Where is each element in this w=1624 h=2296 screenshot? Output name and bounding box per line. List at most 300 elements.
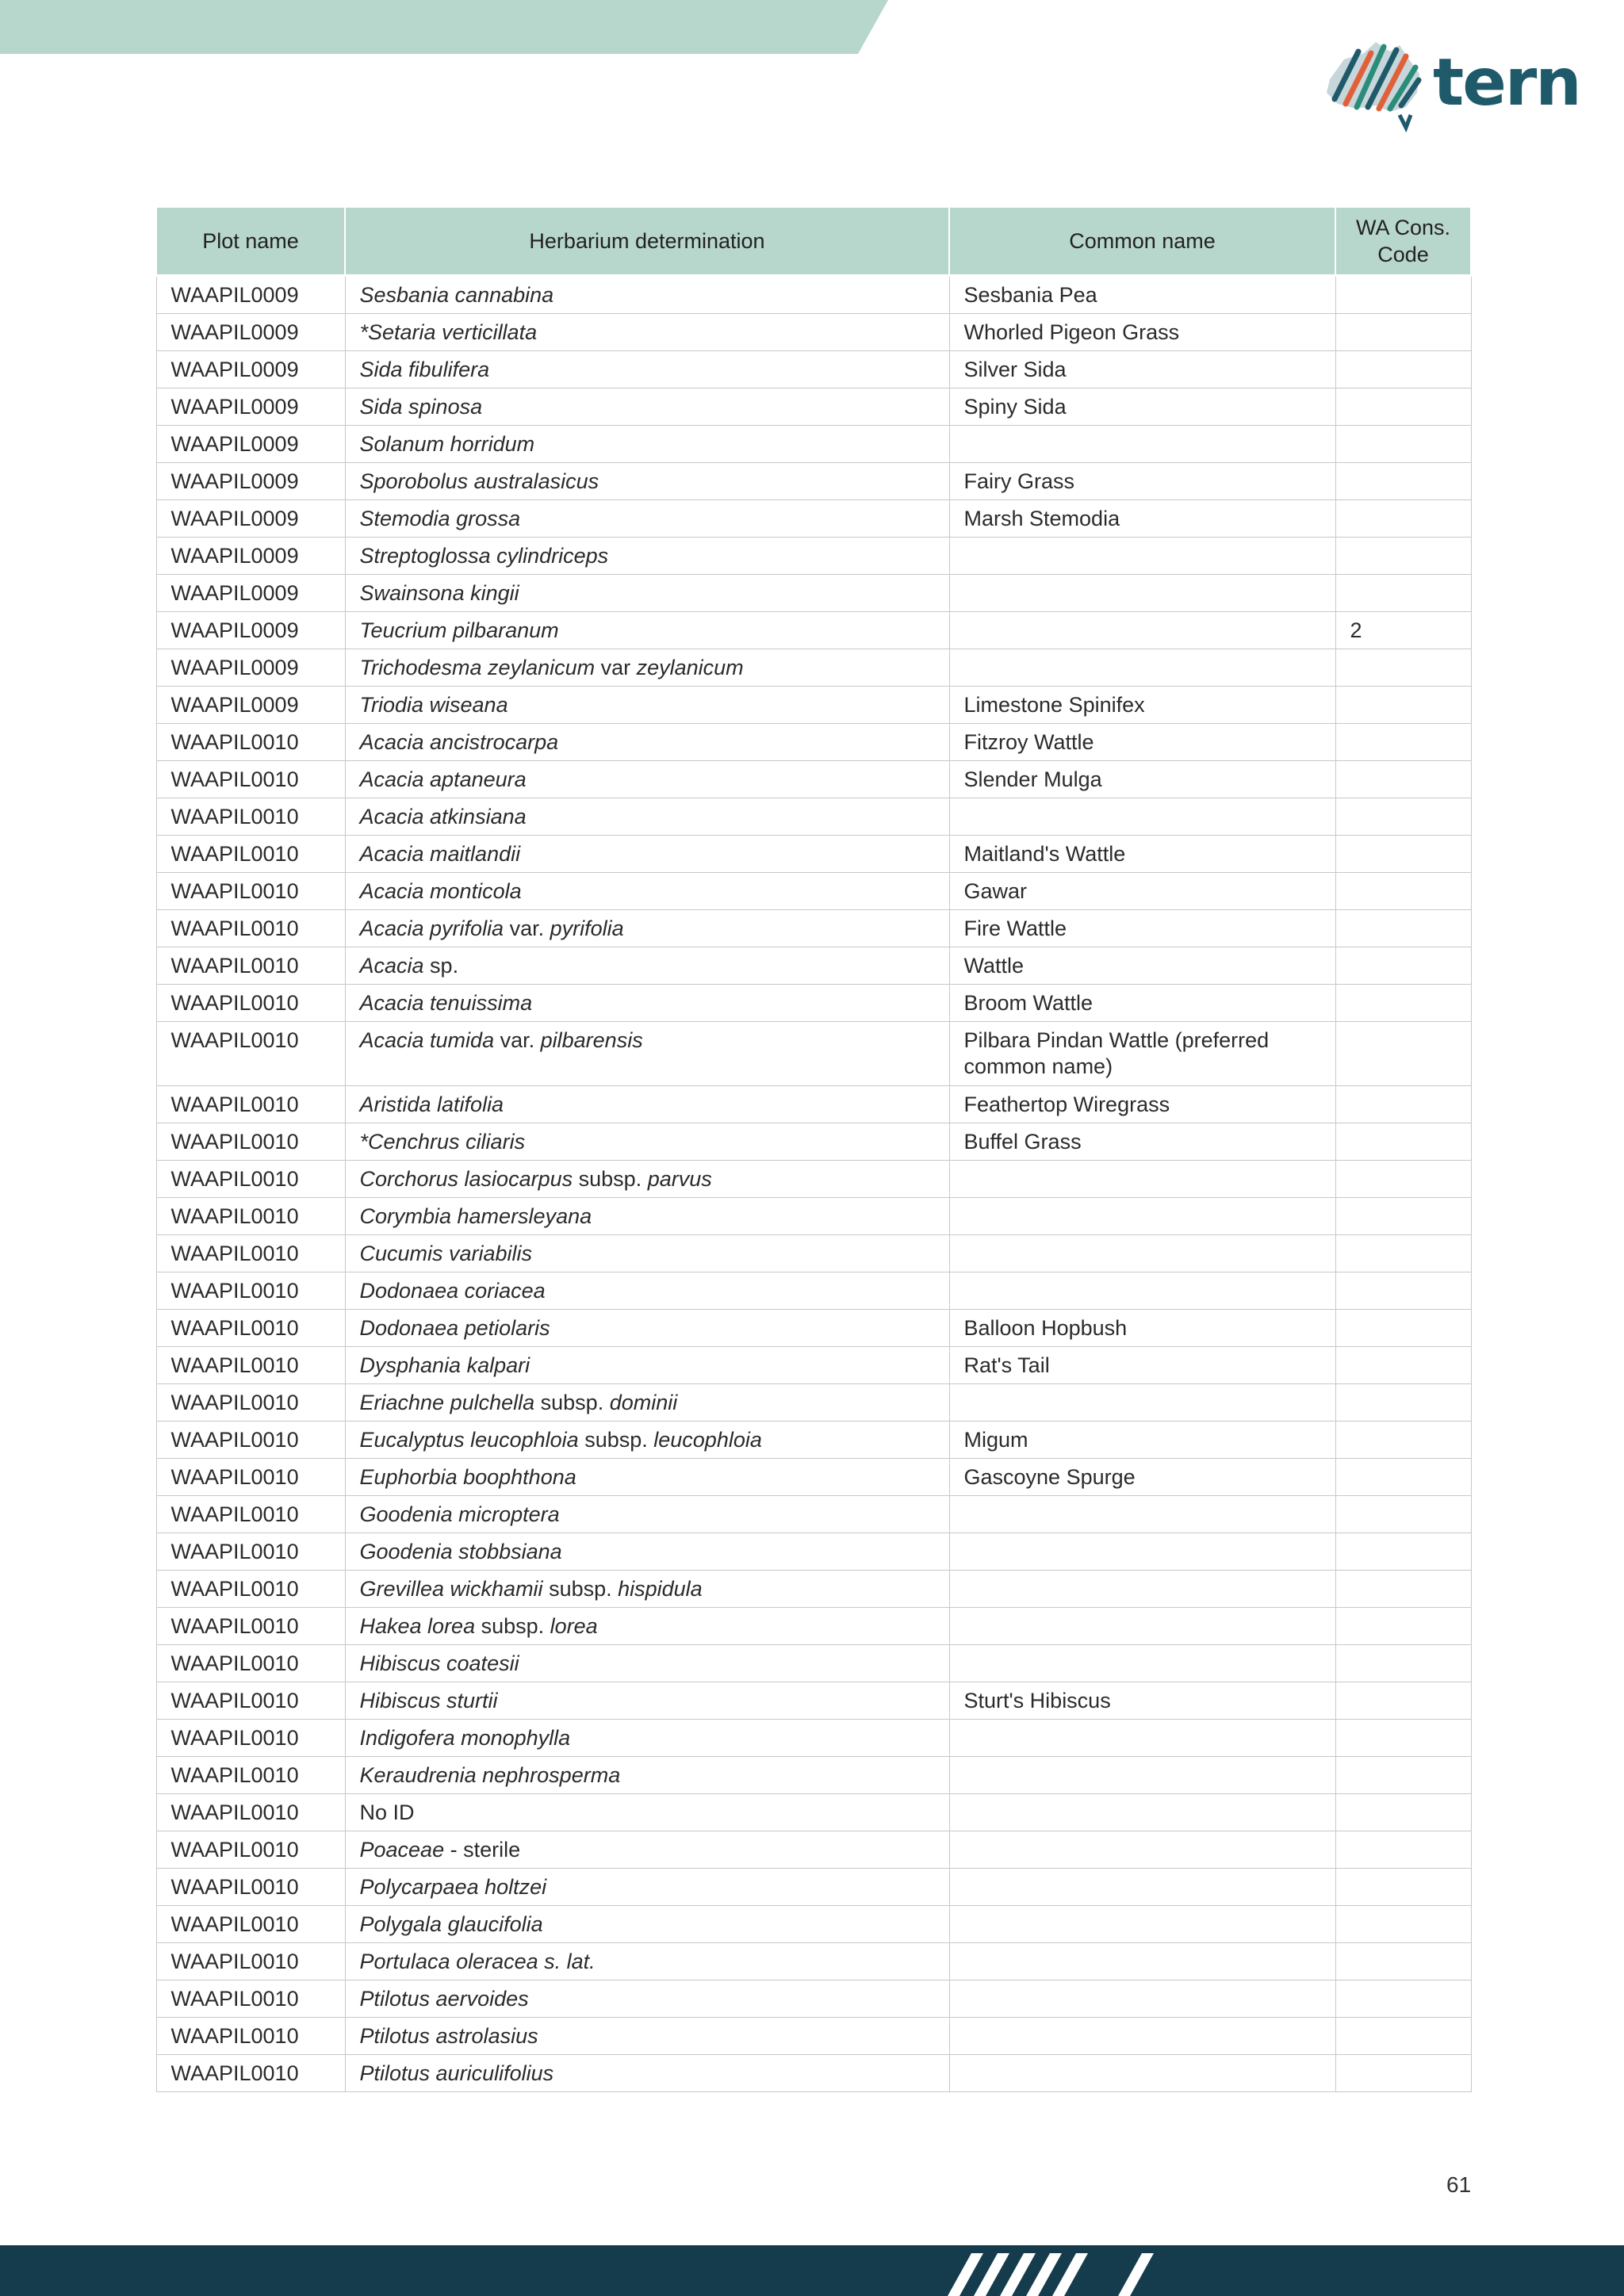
common-name-cell: Sesbania Pea — [949, 276, 1335, 314]
herbarium-determination-cell — [345, 1422, 949, 1459]
plot-name-cell: WAAPIL0010 — [156, 1943, 345, 1980]
determination-segment: Goodenia microptera — [359, 1502, 560, 1526]
table-row — [156, 1906, 1471, 1943]
table-row — [156, 2018, 1471, 2055]
plot-name-cell: WAAPIL0009 — [156, 314, 345, 351]
wa-cons-code-cell — [1335, 1347, 1471, 1384]
determination-segment: Sporobolus australasicus — [359, 469, 599, 493]
common-name-cell — [949, 612, 1335, 649]
plot-name-cell: WAAPIL0009 — [156, 687, 345, 724]
herbarium-determination-cell — [345, 649, 949, 687]
wa-cons-code-cell — [1335, 538, 1471, 575]
plot-name-cell: WAAPIL0010 — [156, 1608, 345, 1645]
determination-segment: Stemodia grossa — [359, 507, 521, 530]
determination-segment: Acacia aptaneura — [359, 767, 527, 791]
wa-cons-code-cell — [1335, 1496, 1471, 1533]
page-number: 61 — [1446, 2172, 1472, 2197]
plot-name-cell: WAAPIL0009 — [156, 388, 345, 426]
herbarium-determination-cell — [345, 1533, 949, 1571]
herbarium-determination-cell — [345, 1272, 949, 1310]
wa-cons-code-cell — [1335, 1869, 1471, 1906]
table-row — [156, 1086, 1471, 1123]
table-row — [156, 1459, 1471, 1496]
herbarium-determination-cell — [345, 687, 949, 724]
common-name-cell — [949, 1869, 1335, 1906]
common-name-cell — [949, 426, 1335, 463]
common-name-cell: Wattle — [949, 947, 1335, 985]
herbarium-determination-cell — [345, 1682, 949, 1720]
common-name-cell: Buffel Grass — [949, 1123, 1335, 1161]
herbarium-determination-cell — [345, 1645, 949, 1682]
herbarium-determination-cell — [345, 1496, 949, 1533]
wa-cons-code-cell — [1335, 1906, 1471, 1943]
herbarium-determination-cell — [345, 1831, 949, 1869]
wa-cons-code-cell — [1335, 314, 1471, 351]
determination-segment: Eucalyptus leucophloia — [359, 1428, 579, 1452]
common-name-cell — [949, 1533, 1335, 1571]
wa-cons-code-cell — [1335, 985, 1471, 1022]
determination-segment: Corymbia hamersleyana — [359, 1204, 592, 1228]
common-name-cell — [949, 538, 1335, 575]
wa-cons-code-cell — [1335, 873, 1471, 910]
herbarium-determination-cell — [345, 1086, 949, 1123]
wa-cons-code-cell — [1335, 761, 1471, 798]
wa-cons-code-cell — [1335, 1198, 1471, 1235]
wa-cons-code-cell — [1335, 1571, 1471, 1608]
herbarium-determination-cell — [345, 836, 949, 873]
plot-name-cell: WAAPIL0010 — [156, 1422, 345, 1459]
herbarium-determination-cell — [345, 538, 949, 575]
table-row — [156, 500, 1471, 538]
common-name-cell: Migum — [949, 1422, 1335, 1459]
plot-name-cell: WAAPIL0010 — [156, 1198, 345, 1235]
wa-cons-code-cell — [1335, 724, 1471, 761]
plot-name-cell: WAAPIL0009 — [156, 463, 345, 500]
plot-name-cell: WAAPIL0010 — [156, 2018, 345, 2055]
table-row — [156, 724, 1471, 761]
header-plot-name: Plot name — [156, 207, 345, 276]
table-row — [156, 351, 1471, 388]
common-name-cell: Pilbara Pindan Wattle (preferred common name) — [949, 1022, 1335, 1086]
determination-segment: - sterile — [444, 1838, 521, 1862]
herbarium-determination-cell — [345, 1794, 949, 1831]
herbarium-determination-cell — [345, 1198, 949, 1235]
determination-segment: Acacia atkinsiana — [359, 805, 527, 828]
table-row — [156, 761, 1471, 798]
herbarium-determination-cell — [345, 463, 949, 500]
wa-cons-code-cell — [1335, 1235, 1471, 1272]
herbarium-determination-cell — [345, 761, 949, 798]
header-herbarium-determination: Herbarium determination — [345, 207, 949, 276]
plot-name-cell: WAAPIL0010 — [156, 1347, 345, 1384]
table-body — [156, 276, 1471, 2092]
wa-cons-code-cell — [1335, 1757, 1471, 1794]
table-row — [156, 538, 1471, 575]
common-name-cell: Fairy Grass — [949, 463, 1335, 500]
tern-logo — [1320, 36, 1580, 139]
determination-segment: Teucrium pilbaranum — [359, 618, 559, 642]
determination-segment: sp. — [423, 954, 459, 978]
wa-cons-code-cell — [1335, 1831, 1471, 1869]
plot-name-cell: WAAPIL0010 — [156, 1235, 345, 1272]
wa-cons-code-cell — [1335, 2018, 1471, 2055]
table-row — [156, 1347, 1471, 1384]
plot-name-cell: WAAPIL0010 — [156, 798, 345, 836]
common-name-cell — [949, 1161, 1335, 1198]
logo-wordmark: tern — [1433, 45, 1580, 121]
wa-cons-code-cell — [1335, 1943, 1471, 1980]
determination-segment: subsp. — [578, 1428, 654, 1452]
determination-segment: subsp. — [573, 1167, 648, 1191]
determination-segment: lorea — [550, 1614, 598, 1638]
plot-name-cell: WAAPIL0010 — [156, 2055, 345, 2092]
common-name-cell — [949, 1496, 1335, 1533]
determination-segment: Acacia — [359, 954, 424, 978]
plot-name-cell: WAAPIL0010 — [156, 724, 345, 761]
plot-name-cell: WAAPIL0009 — [156, 500, 345, 538]
herbarium-determination-cell — [345, 1459, 949, 1496]
determination-segment: Aristida latifolia — [359, 1093, 504, 1116]
common-name-cell — [949, 1980, 1335, 2018]
table-row — [156, 1161, 1471, 1198]
plot-name-cell: WAAPIL0010 — [156, 1645, 345, 1682]
table-row — [156, 2055, 1471, 2092]
herbarium-determination-cell — [345, 1384, 949, 1422]
table-row — [156, 463, 1471, 500]
wa-cons-code-cell — [1335, 1384, 1471, 1422]
wa-cons-code-cell — [1335, 836, 1471, 873]
plot-name-cell: WAAPIL0010 — [156, 1980, 345, 2018]
plot-name-cell: WAAPIL0010 — [156, 1496, 345, 1533]
wa-cons-code-cell — [1335, 500, 1471, 538]
herbarium-determination-cell — [345, 1310, 949, 1347]
table-row — [156, 575, 1471, 612]
table-row — [156, 1384, 1471, 1422]
determination-segment: Portulaca oleracea s. lat. — [359, 1950, 596, 1973]
determination-segment: hispidula — [618, 1577, 703, 1601]
plot-name-cell: WAAPIL0009 — [156, 575, 345, 612]
determination-segment: Dodonaea petiolaris — [359, 1316, 550, 1340]
herbarium-determination-cell — [345, 947, 949, 985]
wa-cons-code-cell — [1335, 1794, 1471, 1831]
wa-cons-code-cell — [1335, 1980, 1471, 2018]
determination-segment: Acacia tumida — [359, 1028, 495, 1052]
common-name-cell: Maitland's Wattle — [949, 836, 1335, 873]
wa-cons-code-cell — [1335, 1720, 1471, 1757]
determination-segment: Hakea lorea — [359, 1614, 476, 1638]
herbarium-determination-cell — [345, 1906, 949, 1943]
determination-segment: Acacia monticola — [359, 879, 522, 903]
common-name-cell — [949, 1906, 1335, 1943]
plot-name-cell: WAAPIL0010 — [156, 1831, 345, 1869]
determination-segment: leucophloia — [653, 1428, 762, 1452]
determination-segment: Hibiscus coatesii — [359, 1651, 519, 1675]
herbarium-determination-cell — [345, 1571, 949, 1608]
determination-segment: Triodia wiseana — [359, 693, 508, 717]
table-row — [156, 1022, 1471, 1086]
plot-name-cell: WAAPIL0010 — [156, 1571, 345, 1608]
common-name-cell: Marsh Stemodia — [949, 500, 1335, 538]
wa-cons-code-cell — [1335, 1086, 1471, 1123]
herbarium-determination-cell — [345, 1869, 949, 1906]
wa-cons-code-cell — [1335, 1310, 1471, 1347]
determination-segment: Acacia ancistrocarpa — [359, 730, 559, 754]
common-name-cell: Broom Wattle — [949, 985, 1335, 1022]
herbarium-determination-cell — [345, 1757, 949, 1794]
plot-name-cell: WAAPIL0010 — [156, 910, 345, 947]
common-name-cell — [949, 1272, 1335, 1310]
table-row — [156, 687, 1471, 724]
determination-segment: subsp. — [542, 1577, 619, 1601]
australia-map-icon — [1320, 36, 1431, 139]
plot-name-cell: WAAPIL0010 — [156, 947, 345, 985]
table-row — [156, 1422, 1471, 1459]
wa-cons-code-cell — [1335, 388, 1471, 426]
determination-segment: Eriachne pulchella — [359, 1391, 535, 1414]
plot-name-cell: WAAPIL0010 — [156, 1459, 345, 1496]
plot-name-cell: WAAPIL0010 — [156, 1757, 345, 1794]
wa-cons-code-cell — [1335, 2055, 1471, 2092]
table-row — [156, 910, 1471, 947]
common-name-cell: Rat's Tail — [949, 1347, 1335, 1384]
header-band — [0, 0, 888, 54]
wa-cons-code-cell: 2 — [1335, 612, 1471, 649]
common-name-cell — [949, 2018, 1335, 2055]
determination-segment: Polygala glaucifolia — [359, 1912, 543, 1936]
herbarium-determination-cell — [345, 910, 949, 947]
plot-name-cell: WAAPIL0009 — [156, 612, 345, 649]
table-row — [156, 1831, 1471, 1869]
table-row — [156, 276, 1471, 314]
plot-name-cell: WAAPIL0010 — [156, 1272, 345, 1310]
common-name-cell: Feathertop Wiregrass — [949, 1086, 1335, 1123]
wa-cons-code-cell — [1335, 1459, 1471, 1496]
common-name-cell: Limestone Spinifex — [949, 687, 1335, 724]
determination-segment: Indigofera monophylla — [359, 1726, 571, 1750]
wa-cons-code-cell — [1335, 276, 1471, 314]
plot-name-cell: WAAPIL0010 — [156, 836, 345, 873]
common-name-cell: Sturt's Hibiscus — [949, 1682, 1335, 1720]
common-name-cell — [949, 649, 1335, 687]
determination-segment: Goodenia stobbsiana — [359, 1540, 562, 1563]
common-name-cell: Fitzroy Wattle — [949, 724, 1335, 761]
table-row — [156, 1533, 1471, 1571]
herbarium-determination-cell — [345, 1161, 949, 1198]
plot-name-cell: WAAPIL0010 — [156, 1720, 345, 1757]
determination-segment: No ID — [359, 1800, 415, 1824]
common-name-cell: Spiny Sida — [949, 388, 1335, 426]
table-row — [156, 836, 1471, 873]
table-row — [156, 426, 1471, 463]
wa-cons-code-cell — [1335, 1123, 1471, 1161]
herbarium-determination-cell — [345, 500, 949, 538]
table-row — [156, 1496, 1471, 1533]
determination-segment: Grevillea wickhamii — [359, 1577, 543, 1601]
herbarium-determination-cell — [345, 1608, 949, 1645]
wa-cons-code-cell — [1335, 1645, 1471, 1682]
common-name-cell — [949, 1645, 1335, 1682]
determination-segment: *Setaria verticillata — [359, 320, 538, 344]
plot-name-cell: WAAPIL0010 — [156, 761, 345, 798]
determination-segment: Hibiscus sturtii — [359, 1689, 498, 1712]
herbarium-determination-cell — [345, 1943, 949, 1980]
determination-segment: Euphorbia boophthona — [359, 1465, 576, 1489]
determination-segment: Ptilotus astrolasius — [359, 2024, 538, 2048]
table-row — [156, 798, 1471, 836]
footer-band — [0, 2245, 1624, 2296]
determination-segment: Polycarpaea holtzei — [359, 1875, 547, 1899]
table-row — [156, 1571, 1471, 1608]
determination-segment: Trichodesma zeylanicum — [359, 656, 596, 679]
determination-segment: pilbarensis — [540, 1028, 643, 1052]
table-row — [156, 1980, 1471, 2018]
herbarium-determination-cell — [345, 314, 949, 351]
herbarium-determination-cell — [345, 1123, 949, 1161]
wa-cons-code-cell — [1335, 947, 1471, 985]
table-row — [156, 612, 1471, 649]
determination-segment: var. — [494, 1028, 541, 1052]
plot-name-cell: WAAPIL0010 — [156, 1123, 345, 1161]
herbarium-determination-cell — [345, 575, 949, 612]
wa-cons-code-cell — [1335, 1272, 1471, 1310]
herbarium-determination-cell — [345, 873, 949, 910]
herbarium-determination-cell — [345, 276, 949, 314]
wa-cons-code-cell — [1335, 1608, 1471, 1645]
plot-name-cell: WAAPIL0010 — [156, 1310, 345, 1347]
determination-segment: zeylanicum — [636, 656, 744, 679]
wa-cons-code-cell — [1335, 1022, 1471, 1086]
common-name-cell — [949, 798, 1335, 836]
wa-cons-code-cell — [1335, 687, 1471, 724]
table-row — [156, 1198, 1471, 1235]
plot-name-cell: WAAPIL0009 — [156, 276, 345, 314]
herbarium-determination-cell — [345, 351, 949, 388]
determination-segment: var. — [504, 916, 550, 940]
plot-name-cell: WAAPIL0010 — [156, 873, 345, 910]
common-name-cell: Gawar — [949, 873, 1335, 910]
table-row — [156, 1645, 1471, 1682]
table-row — [156, 1608, 1471, 1645]
plot-name-cell: WAAPIL0010 — [156, 1869, 345, 1906]
herbarium-determination-cell — [345, 388, 949, 426]
plot-name-cell: WAAPIL0010 — [156, 1533, 345, 1571]
determination-segment: Acacia tenuissima — [359, 991, 533, 1015]
herbarium-determination-cell — [345, 1022, 949, 1086]
species-table — [155, 206, 1472, 2092]
common-name-cell: Fire Wattle — [949, 910, 1335, 947]
plot-name-cell: WAAPIL0009 — [156, 538, 345, 575]
common-name-cell — [949, 1943, 1335, 1980]
herbarium-determination-cell — [345, 426, 949, 463]
table-row — [156, 1272, 1471, 1310]
wa-cons-code-cell — [1335, 649, 1471, 687]
herbarium-determination-cell — [345, 1347, 949, 1384]
determination-segment: dominii — [609, 1391, 678, 1414]
table-row — [156, 1682, 1471, 1720]
herbarium-determination-cell — [345, 724, 949, 761]
determination-segment: Ptilotus aervoides — [359, 1987, 529, 2011]
plot-name-cell: WAAPIL0010 — [156, 985, 345, 1022]
determination-segment: Poaceae — [359, 1838, 445, 1862]
common-name-cell: Whorled Pigeon Grass — [949, 314, 1335, 351]
table-row — [156, 1757, 1471, 1794]
herbarium-determination-cell — [345, 985, 949, 1022]
common-name-cell — [949, 1794, 1335, 1831]
table-row — [156, 388, 1471, 426]
plot-name-cell: WAAPIL0009 — [156, 351, 345, 388]
common-name-cell — [949, 1757, 1335, 1794]
determination-segment: Streptoglossa cylindriceps — [359, 544, 609, 568]
table-row — [156, 873, 1471, 910]
determination-segment: Sida spinosa — [359, 395, 483, 419]
herbarium-determination-cell — [345, 2055, 949, 2092]
table-row — [156, 649, 1471, 687]
common-name-cell — [949, 1831, 1335, 1869]
plot-name-cell: WAAPIL0010 — [156, 1161, 345, 1198]
common-name-cell — [949, 1571, 1335, 1608]
plot-name-cell: WAAPIL0010 — [156, 1794, 345, 1831]
herbarium-determination-cell — [345, 2018, 949, 2055]
determination-segment: var — [595, 656, 637, 679]
herbarium-determination-cell — [345, 612, 949, 649]
determination-segment: Ptilotus auriculifolius — [359, 2061, 554, 2085]
determination-segment: Acacia pyrifolia — [359, 916, 504, 940]
plot-name-cell: WAAPIL0010 — [156, 1384, 345, 1422]
determination-segment: Keraudrenia nephrosperma — [359, 1763, 621, 1787]
common-name-cell — [949, 1608, 1335, 1645]
wa-cons-code-cell — [1335, 351, 1471, 388]
common-name-cell: Silver Sida — [949, 351, 1335, 388]
common-name-cell — [949, 2055, 1335, 2092]
table-row — [156, 985, 1471, 1022]
common-name-cell — [949, 575, 1335, 612]
determination-segment: Sida fibulifera — [359, 358, 490, 381]
plot-name-cell: WAAPIL0010 — [156, 1022, 345, 1086]
wa-cons-code-cell — [1335, 575, 1471, 612]
determination-segment: *Cenchrus ciliaris — [359, 1130, 526, 1154]
table-row — [156, 314, 1471, 351]
header-common-name: Common name — [949, 207, 1335, 276]
table-row — [156, 1310, 1471, 1347]
determination-segment: Corchorus lasiocarpus — [359, 1167, 573, 1191]
wa-cons-code-cell — [1335, 798, 1471, 836]
wa-cons-code-cell — [1335, 1422, 1471, 1459]
determination-segment: Dodonaea coriacea — [359, 1279, 546, 1303]
herbarium-determination-cell — [345, 1720, 949, 1757]
table-row — [156, 1794, 1471, 1831]
wa-cons-code-cell — [1335, 910, 1471, 947]
plot-name-cell: WAAPIL0010 — [156, 1086, 345, 1123]
table-row — [156, 1123, 1471, 1161]
header-wa-cons-code: WA Cons. Code — [1335, 207, 1471, 276]
determination-segment: parvus — [647, 1167, 712, 1191]
determination-segment: Sesbania cannabina — [359, 283, 554, 307]
table-row — [156, 1869, 1471, 1906]
plot-name-cell: WAAPIL0010 — [156, 1682, 345, 1720]
wa-cons-code-cell — [1335, 1533, 1471, 1571]
determination-segment: subsp. — [534, 1391, 610, 1414]
plot-name-cell: WAAPIL0009 — [156, 649, 345, 687]
plot-name-cell: WAAPIL0009 — [156, 426, 345, 463]
table-row — [156, 1235, 1471, 1272]
common-name-cell: Balloon Hopbush — [949, 1310, 1335, 1347]
herbarium-determination-cell — [345, 1235, 949, 1272]
determination-segment: subsp. — [475, 1614, 550, 1638]
determination-segment: Solanum horridum — [359, 432, 535, 456]
determination-segment: pyrifolia — [550, 916, 624, 940]
table-row — [156, 1943, 1471, 1980]
common-name-cell — [949, 1384, 1335, 1422]
